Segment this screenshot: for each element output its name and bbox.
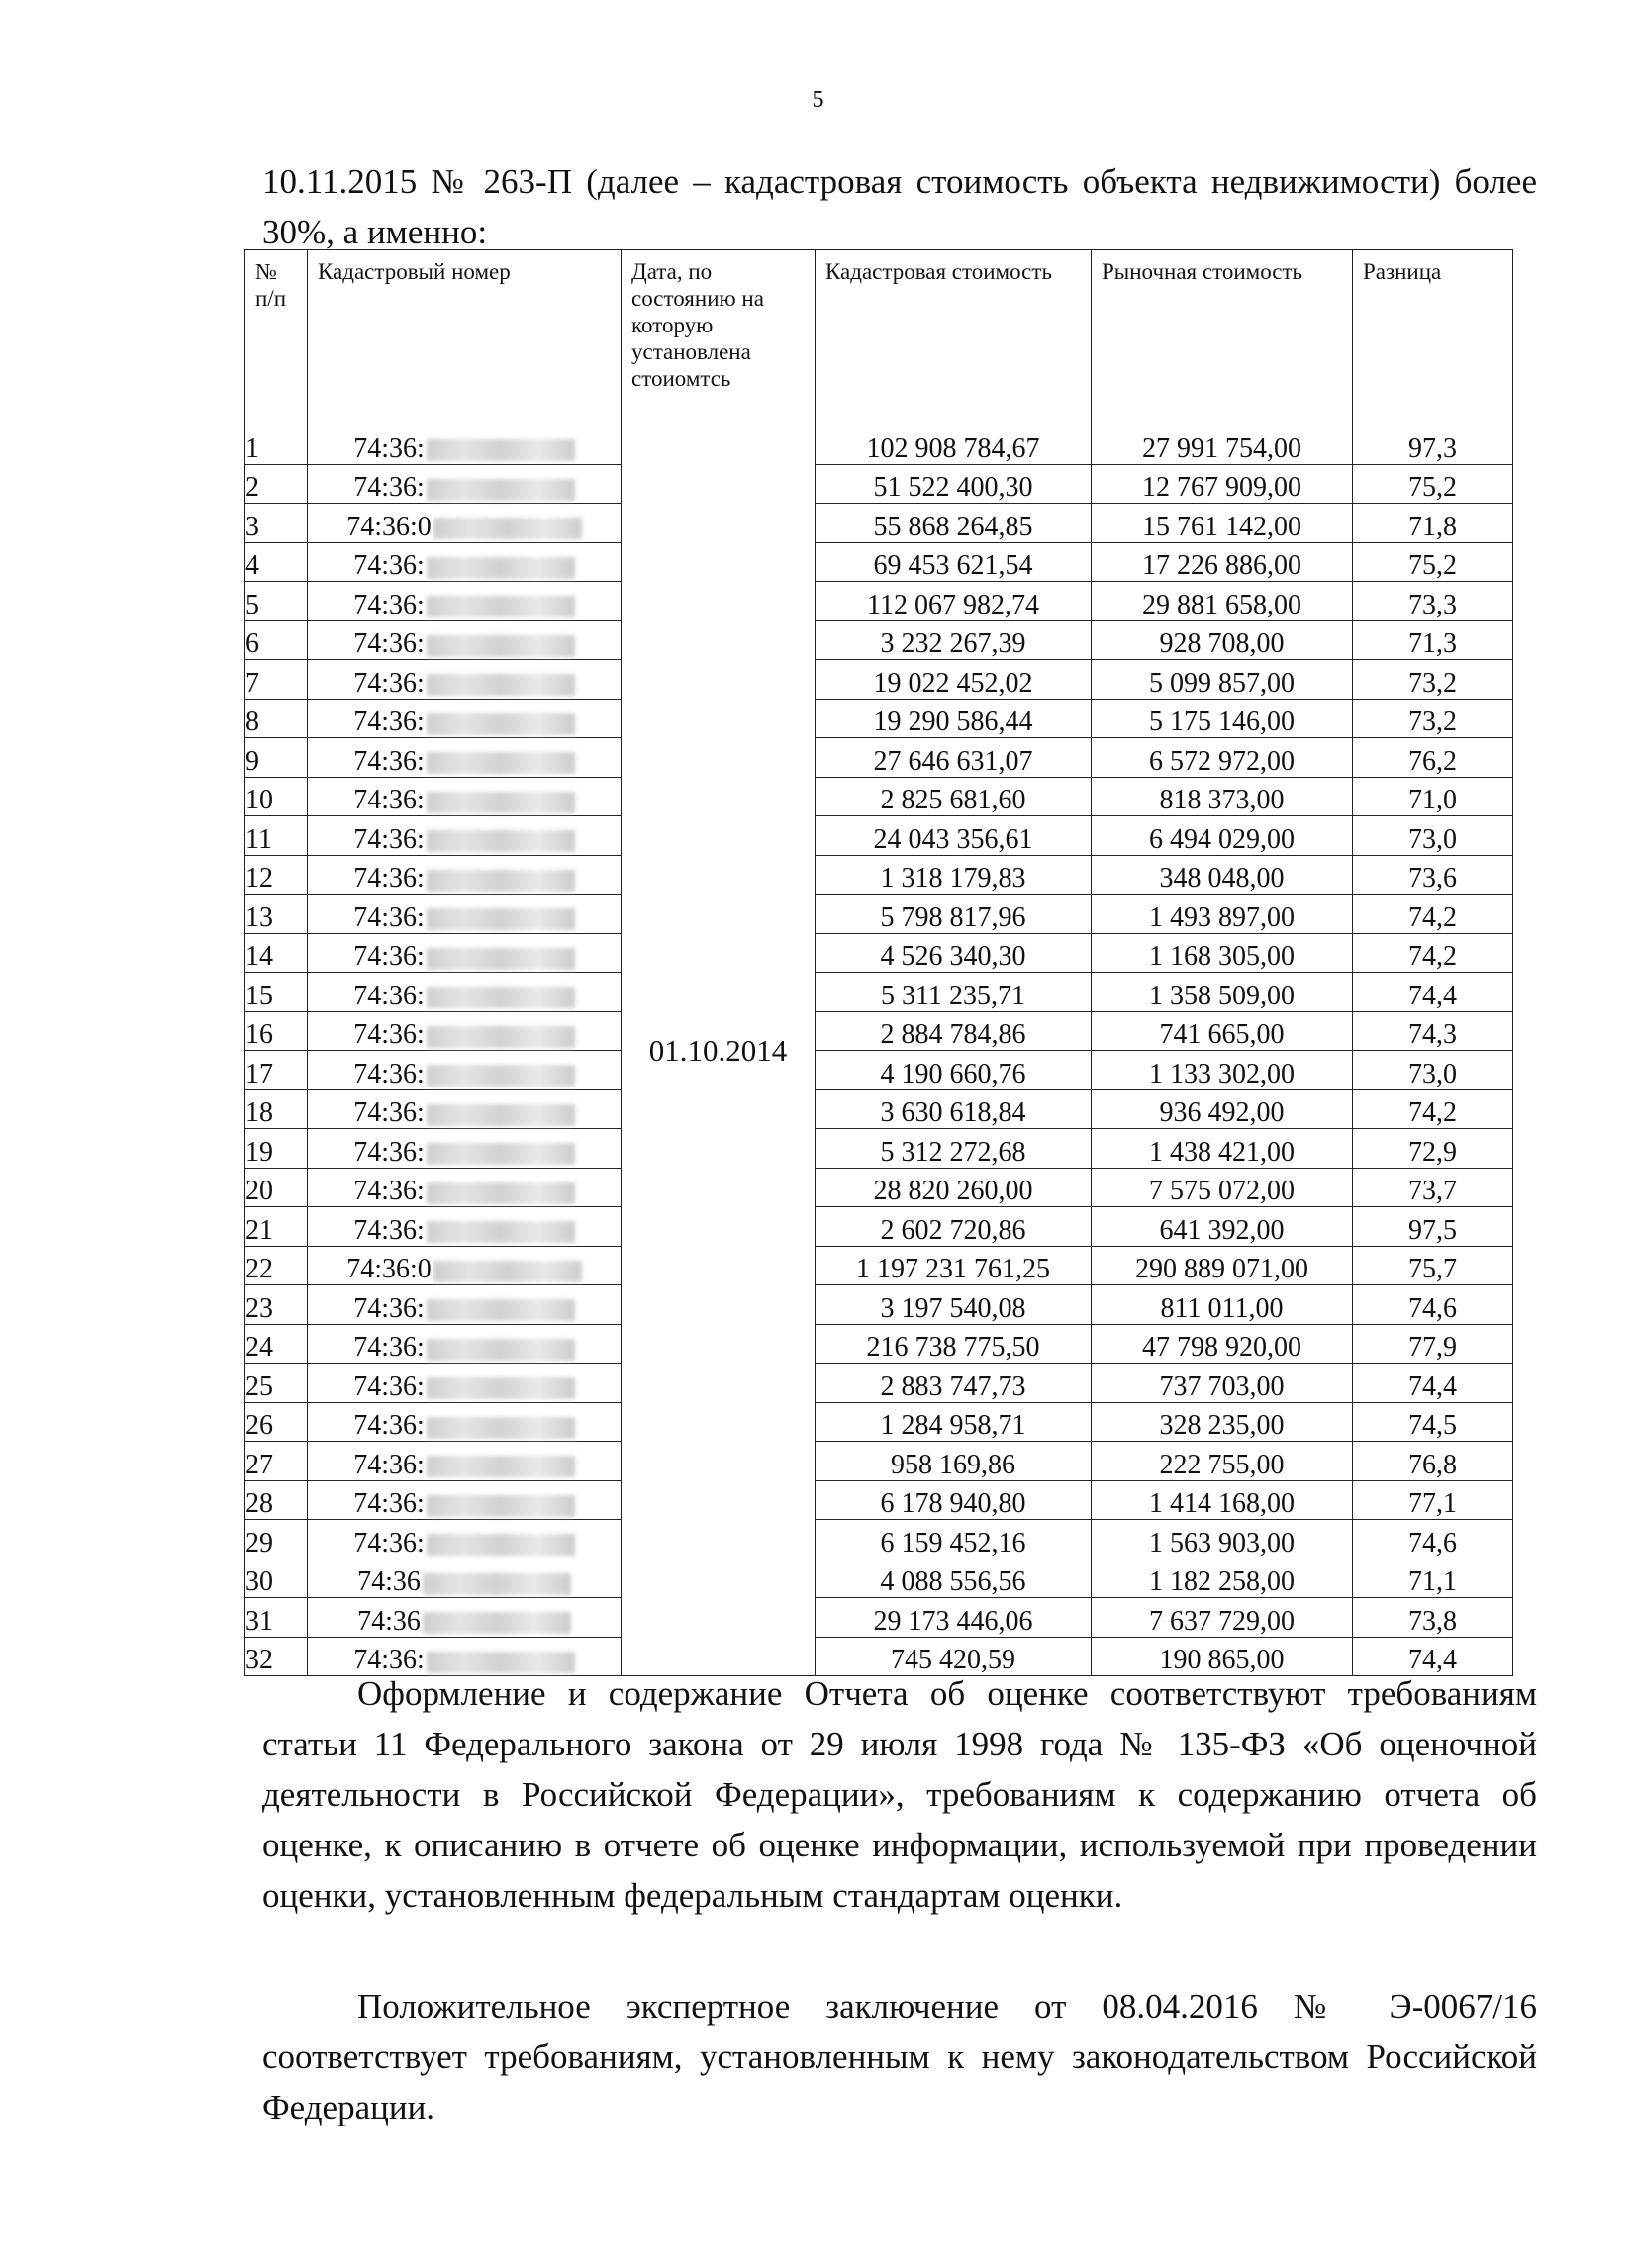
market-value: 17 226 886,00 (1092, 542, 1353, 582)
row-number: 27 (245, 1442, 308, 1481)
market-value: 1 358 509,00 (1092, 973, 1353, 1012)
market-value: 1 493 897,00 (1092, 895, 1353, 934)
cadastral-number (308, 1442, 622, 1481)
redacted-blur (427, 830, 575, 852)
row-number: 32 (245, 1637, 308, 1676)
cadastral-number (308, 1364, 622, 1403)
cadastral-number (308, 1520, 622, 1559)
cadastral-value: 745 420,59 (816, 1637, 1092, 1676)
cadastral-value-table (244, 249, 1513, 1676)
cadastral-number-prefix: 74:36: (353, 980, 425, 1011)
cadastral-number (308, 1246, 622, 1285)
cadastral-number (308, 1285, 622, 1325)
paragraph-expert-conclusion: Положительное экспертное заключение от 08.04.2016 № Э-0067/16 соответствует требованиям, установленным к нему законодательством Российской Федерации. (262, 1987, 1537, 2126)
difference-percent: 74,6 (1353, 1520, 1513, 1559)
row-number: 21 (245, 1207, 308, 1247)
header-market-value: Рыночная стоимость (1092, 250, 1353, 425)
cadastral-number-prefix: 74:36: (353, 1019, 425, 1050)
table-row (245, 855, 1513, 895)
table-row (245, 620, 1513, 660)
cadastral-number-prefix: 74:36 (357, 1566, 421, 1597)
cadastral-number-prefix: 74:36:0 (346, 511, 432, 542)
cadastral-number-prefix: 74:36: (353, 628, 425, 659)
cadastral-value: 19 022 452,02 (816, 660, 1092, 700)
row-number: 10 (245, 777, 308, 816)
cadastral-value: 4 190 660,76 (816, 1051, 1092, 1090)
cadastral-number (308, 1129, 622, 1169)
cadastral-number-prefix: 74:36: (353, 1292, 425, 1324)
row-number: 17 (245, 1051, 308, 1090)
difference-percent: 77,1 (1353, 1480, 1513, 1520)
cadastral-number-prefix: 74:36: (353, 472, 425, 503)
cadastral-number (308, 973, 622, 1012)
redacted-blur (427, 1299, 575, 1321)
market-value: 222 755,00 (1092, 1442, 1353, 1481)
market-value: 5 099 857,00 (1092, 660, 1353, 700)
redacted-blur (427, 987, 575, 1008)
difference-percent: 76,8 (1353, 1442, 1513, 1481)
difference-percent: 71,1 (1353, 1559, 1513, 1598)
table-row (245, 1598, 1513, 1638)
cadastral-number-prefix: 74:36: (353, 1136, 425, 1168)
market-value: 811 011,00 (1092, 1285, 1353, 1325)
market-value: 29 881 658,00 (1092, 582, 1353, 621)
row-number: 12 (245, 855, 308, 895)
cadastral-number (308, 464, 622, 504)
row-number: 4 (245, 542, 308, 582)
redacted-blur (427, 1182, 575, 1204)
market-value: 348 048,00 (1092, 855, 1353, 895)
cadastral-value: 2 602 720,86 (816, 1207, 1092, 1247)
market-value: 1 168 305,00 (1092, 933, 1353, 973)
header-num: № п/п (245, 250, 308, 425)
cadastral-number (308, 895, 622, 934)
market-value: 12 767 909,00 (1092, 464, 1353, 504)
row-number: 29 (245, 1520, 308, 1559)
table-body (245, 425, 1513, 1676)
redacted-blur (433, 518, 582, 539)
cadastral-number-prefix: 74:36: (353, 667, 425, 699)
row-number: 31 (245, 1598, 308, 1638)
row-number: 24 (245, 1324, 308, 1364)
row-number: 2 (245, 464, 308, 504)
difference-percent: 74,3 (1353, 1011, 1513, 1051)
cadastral-number (308, 1598, 622, 1638)
redacted-blur (427, 1456, 575, 1477)
market-value: 1 182 258,00 (1092, 1559, 1353, 1598)
row-number: 3 (245, 504, 308, 543)
cadastral-number (308, 425, 622, 465)
redacted-blur (427, 792, 575, 813)
difference-percent: 73,8 (1353, 1598, 1513, 1638)
table-row (245, 1442, 1513, 1481)
cadastral-value: 19 290 586,44 (816, 699, 1092, 738)
cadastral-value: 27 646 631,07 (816, 738, 1092, 778)
row-number: 1 (245, 425, 308, 465)
header-cadastral-value: Кадастровая стоимость (816, 250, 1092, 425)
cadastral-value: 6 159 452,16 (816, 1520, 1092, 1559)
cadastral-value: 55 868 264,85 (816, 504, 1092, 543)
difference-percent: 73,2 (1353, 699, 1513, 738)
row-number: 28 (245, 1480, 308, 1520)
table-row (245, 1402, 1513, 1442)
market-value: 1 133 302,00 (1092, 1051, 1353, 1090)
cadastral-number (308, 699, 622, 738)
row-number: 22 (245, 1246, 308, 1285)
difference-percent: 71,8 (1353, 504, 1513, 543)
cadastral-value: 3 630 618,84 (816, 1089, 1092, 1129)
cadastral-value: 102 908 784,67 (816, 425, 1092, 465)
table-row (245, 1285, 1513, 1325)
cadastral-number-prefix: 74:36: (353, 1449, 425, 1480)
cadastral-number (308, 1324, 622, 1364)
cadastral-number (308, 855, 622, 895)
row-number: 13 (245, 895, 308, 934)
difference-percent: 77,9 (1353, 1324, 1513, 1364)
market-value: 7 637 729,00 (1092, 1598, 1353, 1638)
cadastral-number-prefix: 74:36: (353, 785, 425, 815)
cadastral-number-prefix: 74:36: (353, 1645, 425, 1675)
table-row (245, 542, 1513, 582)
cadastral-value: 4 526 340,30 (816, 933, 1092, 973)
cadastral-number-prefix: 74:36: (353, 1527, 425, 1559)
page-number: 5 (812, 87, 824, 113)
table-row (245, 933, 1513, 973)
row-number: 5 (245, 582, 308, 621)
market-value: 1 438 421,00 (1092, 1129, 1353, 1169)
cadastral-number (308, 777, 622, 816)
redacted-blur (433, 1261, 582, 1282)
market-value: 936 492,00 (1092, 1089, 1353, 1129)
market-value: 818 373,00 (1092, 777, 1353, 816)
row-number: 7 (245, 660, 308, 700)
cadastral-number (308, 1480, 622, 1520)
cadastral-number-prefix: 74:36: (353, 1488, 425, 1519)
table-row (245, 1480, 1513, 1520)
table-row (245, 1168, 1513, 1207)
redacted-blur (427, 1065, 575, 1087)
row-number: 20 (245, 1168, 308, 1207)
redacted-blur (427, 1104, 575, 1126)
table-row (245, 1246, 1513, 1285)
cadastral-value: 28 820 260,00 (816, 1168, 1092, 1207)
market-value: 290 889 071,00 (1092, 1246, 1353, 1285)
intro-text: 10.11.2015 № 263-П (далее – кадастровая стоимость объекта недвижимости) более 30%, а именно: (262, 162, 1537, 251)
redacted-blur (427, 1221, 575, 1243)
market-value: 1 563 903,00 (1092, 1520, 1353, 1559)
cadastral-number (308, 1559, 622, 1598)
row-number: 16 (245, 1011, 308, 1051)
market-value: 190 865,00 (1092, 1637, 1353, 1676)
market-value: 47 798 920,00 (1092, 1324, 1353, 1364)
row-number: 18 (245, 1089, 308, 1129)
cadastral-value: 5 312 272,68 (816, 1129, 1092, 1169)
row-number: 8 (245, 699, 308, 738)
market-value: 928 708,00 (1092, 620, 1353, 660)
cadastral-value: 5 311 235,71 (816, 973, 1092, 1012)
redacted-blur (427, 635, 575, 657)
cadastral-number (308, 816, 622, 856)
cadastral-number-prefix: 74:36: (353, 589, 425, 620)
header-date: Дата, по состоянию на которую установлена стоиомтсь (622, 250, 816, 425)
table-row (245, 1324, 1513, 1364)
difference-percent: 74,2 (1353, 933, 1513, 973)
row-number: 25 (245, 1364, 308, 1403)
table-row (245, 777, 1513, 816)
cadastral-number (308, 660, 622, 700)
table-row (245, 1129, 1513, 1169)
market-value: 6 494 029,00 (1092, 816, 1353, 856)
row-number: 15 (245, 973, 308, 1012)
cadastral-number-prefix: 74:36:0 (346, 1254, 432, 1284)
cadastral-number-prefix: 74:36: (353, 1176, 425, 1206)
cadastral-number (308, 582, 622, 621)
difference-percent: 73,0 (1353, 1051, 1513, 1090)
difference-percent: 71,3 (1353, 620, 1513, 660)
redacted-blur (427, 439, 575, 461)
cadastral-number-prefix: 74:36: (353, 745, 425, 777)
row-number: 30 (245, 1559, 308, 1598)
difference-percent: 73,6 (1353, 855, 1513, 895)
market-value: 27 991 754,00 (1092, 425, 1353, 465)
difference-percent: 97,5 (1353, 1207, 1513, 1247)
redacted-blur (423, 1573, 571, 1595)
cadastral-number (308, 738, 622, 778)
difference-percent: 74,2 (1353, 1089, 1513, 1129)
cadastral-value: 958 169,86 (816, 1442, 1092, 1481)
cadastral-value: 6 178 940,80 (816, 1480, 1092, 1520)
table-row (245, 816, 1513, 856)
header-cadastral-number: Кадастровый номер (308, 250, 622, 425)
table-row (245, 1207, 1513, 1247)
cadastral-value: 1 318 179,83 (816, 855, 1092, 895)
market-value: 328 235,00 (1092, 1402, 1353, 1442)
row-number: 6 (245, 620, 308, 660)
cadastral-value: 69 453 621,54 (816, 542, 1092, 582)
cadastral-value: 3 197 540,08 (816, 1285, 1092, 1325)
market-value: 15 761 142,00 (1092, 504, 1353, 543)
table-row (245, 1051, 1513, 1090)
header-difference: Разница (1353, 250, 1513, 425)
redacted-blur (427, 948, 575, 970)
row-number: 11 (245, 816, 308, 856)
difference-percent: 74,5 (1353, 1402, 1513, 1442)
market-value: 7 575 072,00 (1092, 1168, 1353, 1207)
cadastral-number (308, 1402, 622, 1442)
paragraph-compliance: Оформление и содержание Отчета об оценке соответствуют требованиям статьи 11 Федерального закона от 29 июля 1998 года № 135-ФЗ «Об оценочной деятельности в Российской Федерации», требованиям к содержанию отчета об оценке, к описанию в отчете об оценке информации, используемой при проведении оценки, установленным федеральным стандартам оценки. (262, 1674, 1537, 1915)
cadastral-number-prefix: 74:36: (353, 823, 425, 855)
row-number: 23 (245, 1285, 308, 1325)
redacted-blur (427, 674, 575, 696)
cadastral-number-prefix: 74:36: (353, 1332, 425, 1363)
difference-percent: 75,2 (1353, 542, 1513, 582)
difference-percent: 74,4 (1353, 1364, 1513, 1403)
difference-percent: 73,3 (1353, 582, 1513, 621)
redacted-blur (423, 1612, 571, 1634)
difference-percent: 74,4 (1353, 973, 1513, 1012)
redacted-blur (427, 479, 575, 501)
cadastral-number-prefix: 74:36: (353, 707, 425, 737)
cadastral-value: 112 067 982,74 (816, 582, 1092, 621)
difference-percent: 73,7 (1353, 1168, 1513, 1207)
difference-percent: 75,2 (1353, 464, 1513, 504)
table-row (245, 660, 1513, 700)
cadastral-number (308, 933, 622, 973)
row-number: 19 (245, 1129, 308, 1169)
cadastral-number (308, 542, 622, 582)
cadastral-number-prefix: 74:36: (353, 1410, 425, 1441)
cadastral-number (308, 1168, 622, 1207)
redacted-blur (427, 713, 575, 735)
market-value: 6 572 972,00 (1092, 738, 1353, 778)
table-row (245, 1559, 1513, 1598)
cadastral-value: 51 522 400,30 (816, 464, 1092, 504)
redacted-blur (427, 908, 575, 930)
cadastral-number (308, 504, 622, 543)
cadastral-value: 3 232 267,39 (816, 620, 1092, 660)
redacted-blur (427, 596, 575, 617)
row-number: 26 (245, 1402, 308, 1442)
difference-percent: 72,9 (1353, 1129, 1513, 1169)
row-number: 14 (245, 933, 308, 973)
cadastral-value: 2 883 747,73 (816, 1364, 1092, 1403)
table-header-row (245, 250, 1513, 425)
cadastral-number-prefix: 74:36: (353, 550, 425, 581)
market-value: 1 414 168,00 (1092, 1480, 1353, 1520)
market-value: 737 703,00 (1092, 1364, 1353, 1403)
table-row (245, 464, 1513, 504)
cadastral-value: 5 798 817,96 (816, 895, 1092, 934)
cadastral-number-prefix: 74:36: (353, 901, 425, 933)
redacted-blur (427, 870, 575, 892)
table-row (245, 895, 1513, 934)
table-row (245, 973, 1513, 1012)
cadastral-number-prefix: 74:36: (353, 941, 425, 972)
cadastral-number-prefix: 74:36: (353, 863, 425, 894)
difference-percent: 76,2 (1353, 738, 1513, 778)
cadastral-number (308, 1207, 622, 1247)
difference-percent: 97,3 (1353, 425, 1513, 465)
cadastral-value: 24 043 356,61 (816, 816, 1092, 856)
cadastral-number-prefix: 74:36: (353, 1058, 425, 1089)
table-row (245, 425, 1513, 465)
redacted-blur (427, 1495, 575, 1517)
cadastral-number (308, 1011, 622, 1051)
difference-percent: 74,4 (1353, 1637, 1513, 1676)
cadastral-number-prefix: 74:36: (353, 1370, 425, 1402)
difference-percent: 73,0 (1353, 816, 1513, 856)
cadastral-number (308, 1089, 622, 1129)
difference-percent: 71,0 (1353, 777, 1513, 816)
difference-percent: 74,6 (1353, 1285, 1513, 1325)
cadastral-value: 216 738 775,50 (816, 1324, 1092, 1364)
difference-percent: 74,2 (1353, 895, 1513, 934)
cadastral-number-prefix: 74:36: (353, 432, 425, 464)
market-value: 741 665,00 (1092, 1011, 1353, 1051)
cadastral-value: 2 884 784,86 (816, 1011, 1092, 1051)
cadastral-value: 2 825 681,60 (816, 777, 1092, 816)
redacted-blur (427, 1417, 575, 1439)
table-row (245, 1089, 1513, 1129)
table-row (245, 582, 1513, 621)
difference-percent: 73,2 (1353, 660, 1513, 700)
cadastral-value: 29 173 446,06 (816, 1598, 1092, 1638)
valuation-date: 01.10.2014 (622, 425, 816, 1676)
cadastral-number (308, 1051, 622, 1090)
market-value: 5 175 146,00 (1092, 699, 1353, 738)
redacted-blur (427, 1377, 575, 1399)
redacted-blur (427, 1534, 575, 1556)
cadastral-number-prefix: 74:36 (357, 1605, 421, 1637)
difference-percent: 75,7 (1353, 1246, 1513, 1285)
table-row (245, 738, 1513, 778)
row-number: 9 (245, 738, 308, 778)
cadastral-number-prefix: 74:36: (353, 1214, 425, 1246)
redacted-blur (427, 1143, 575, 1165)
table-row (245, 1364, 1513, 1403)
redacted-blur (427, 1339, 575, 1361)
table-row (245, 1011, 1513, 1051)
cadastral-value: 1 197 231 761,25 (816, 1246, 1092, 1285)
table-row (245, 1520, 1513, 1559)
cadastral-value: 4 088 556,56 (816, 1559, 1092, 1598)
market-value: 641 392,00 (1092, 1207, 1353, 1247)
table-row (245, 504, 1513, 543)
cadastral-number (308, 620, 622, 660)
table-row (245, 699, 1513, 738)
redacted-blur (427, 557, 575, 579)
redacted-blur (427, 752, 575, 774)
redacted-blur (427, 1026, 575, 1048)
cadastral-value: 1 284 958,71 (816, 1402, 1092, 1442)
cadastral-number-prefix: 74:36: (353, 1097, 425, 1128)
